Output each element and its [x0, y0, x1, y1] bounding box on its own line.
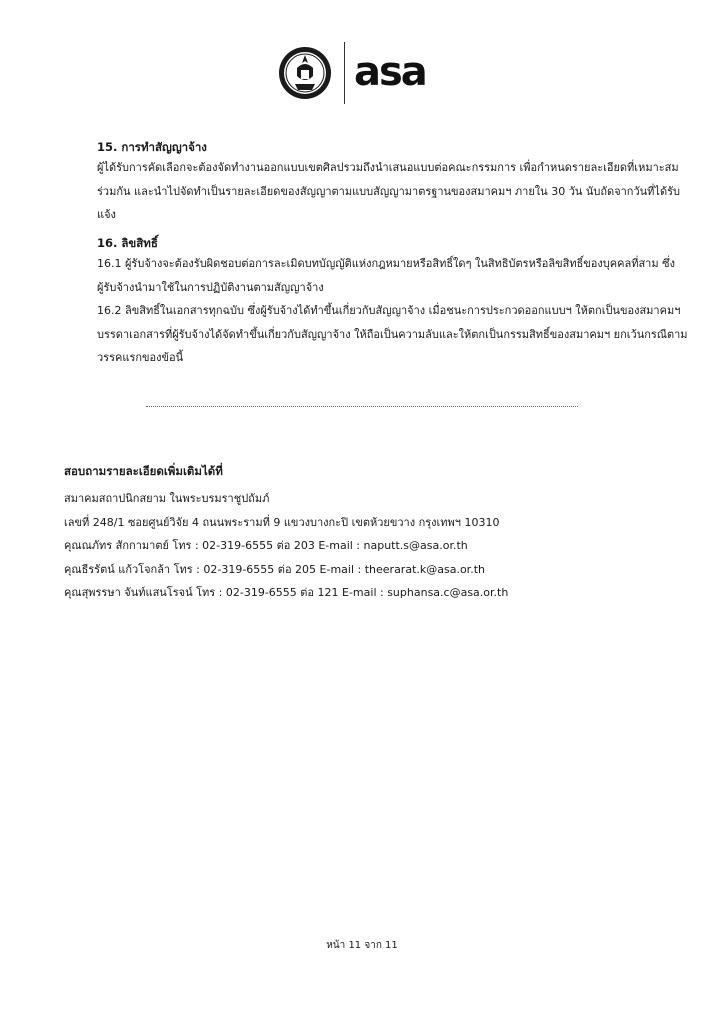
contact-address: เลขที่ 248/1 ซอยศูนย์วิจัย 4 ถนนพระรามที่ 9 แขวงบางกะปิ เขตห้วยขวาง กรุงเทพฯ 10310: [64, 515, 500, 529]
section-title: 15. การทำสัญญาจ้าง: [97, 140, 207, 154]
contact-block: [64, 462, 684, 605]
contact-title: สอบถามรายละเอียดเพิ่มเติมได้ที่: [64, 464, 223, 478]
dotted-divider: [146, 406, 578, 407]
paragraph-line: 16.1 ผู้รับจ้างจะต้องรับผิดชอบต่อการละเมิดบทบัญญัติแห่งกฎหมายหรือสิทธิ์ใดๆ ในสิทธิบัตรหรือลิขสิทธิ์ของบุคคลที่สาม ซึ่ง: [97, 257, 675, 270]
contact-person: คุณสุพรรษา จันท์แสนโรจน์ โทร : 02-319-6555 ต่อ 121 E-mail : suphansa.c@asa.or.th: [64, 586, 509, 599]
section-contract: [97, 138, 680, 227]
header-logos: [270, 40, 470, 106]
paragraph-line: ผู้รับจ้างนำมาใช้ในการปฏิบัติงานตามสัญญาจ้าง: [97, 280, 324, 294]
logo-divider: [344, 42, 345, 104]
paragraph-line: แจ้ง: [97, 208, 116, 221]
page-number: หน้า 11 จาก 11: [326, 940, 398, 951]
asa-logo: asa: [354, 49, 426, 95]
contact-organization: สมาคมสถาปนิกสยาม ในพระบรมราชูปถัมภ์: [64, 492, 270, 505]
paragraph-line: ผู้ได้รับการคัดเลือกจะต้องจัดทำงานออกแบบเขตศิลปรวมถึงนำเสนอแบบต่อคณะกรรมการ เพื่อกำหนดรายละเอียดที่เหมาะสม: [97, 161, 679, 174]
paragraph-line: วรรคแรกของข้อนี้: [97, 351, 184, 364]
royal-seal-icon: [278, 46, 332, 100]
paragraph-line: ร่วมกัน และนำไปจัดทำเป็นรายละเอียดของสัญญาตามแบบสัญญามาตรฐานของสมาคมฯ ภายใน 30 วัน นับถัดจากวันที่ได้รับ: [97, 184, 680, 198]
contact-person: คุณณภัทร สักกามาตย์ โทร : 02-319-6555 ต่อ 203 E-mail : naputt.s@asa.or.th: [64, 539, 468, 552]
paragraph-line: บรรดาเอกสารที่ผู้รับจ้างได้จัดทำขึ้นเกี่ยวกับสัญญาจ้าง ให้ถือเป็นความลับและให้ตกเป็นกรรมสิทธิ์ของสมาคมฯ ยกเว้นกรณีตาม: [97, 327, 688, 341]
section-copyright: [97, 234, 688, 370]
contact-person: คุณธีรรัตน์ แก้วโจกล้า โทร : 02-319-6555 ต่อ 205 E-mail : theerarat.k@asa.or.th: [64, 562, 485, 576]
paragraph-line: 16.2 ลิขสิทธิ์ในเอกสารทุกฉบับ ซึ่งผู้รับจ้างได้ทำขึ้นเกี่ยวกับสัญญาจ้าง เมื่อชนะการประกวดออกแบบฯ ให้ตกเป็นของสมาคมฯ: [97, 304, 681, 317]
section-title: 16. ลิขสิทธิ์: [97, 236, 158, 250]
